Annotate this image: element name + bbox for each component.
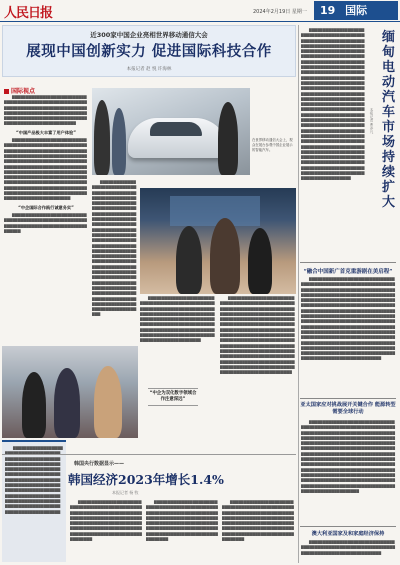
right-article-text-1: ▇▇▇▇▇▇▇▇▇▇▇▇▇▇▇▇▇▇▇▇▇▇▇▇▇▇▇▇▇▇▇▇▇▇▇▇▇▇▇▇▇▇▇▇▇▇▇▇▇▇▇▇▇▇▇▇▇▇▇▇▇▇▇▇▇▇▇▇▇▇▇▇▇▇▇▇▇▇▇▇▇▇▇▇▇▇▇▇▇▇▇▇▇▇▇▇▇▇▇▇▇▇▇▇▇▇▇▇▇▇▇▇▇▇▇▇▇▇▇▇▇▇▇▇▇▇▇▇▇▇▇▇▇▇▇▇▇▇▇▇▇▇▇▇▇▇▇▇▇▇▇▇▇▇▇▇▇▇▇▇▇▇▇▇▇▇▇▇▇▇▇▇▇▇▇▇▇▇▇▇▇▇▇▇▇▇▇▇▇▇▇▇▇▇▇▇▇▇▇▇▇▇▇▇▇▇▇▇▇▇▇▇▇▇▇▇▇▇▇▇▇▇▇▇▇▇▇▇▇▇▇▇▇▇▇▇▇▇▇▇▇▇▇▇▇▇▇▇▇▇▇▇▇▇▇▇▇▇▇▇▇▇▇▇▇▇▇▇▇▇▇▇▇▇▇▇▇▇▇▇▇▇▇▇▇▇▇▇▇▇▇▇▇▇▇▇▇▇▇▇▇▇▇▇▇▇▇▇▇▇▇▇▇▇▇▇▇▇▇▇▇▇▇▇▇▇▇▇▇▇▇▇▇▇▇▇▇▇▇▇▇▇▇▇▇▇▇▇▇▇▇▇▇▇▇▇▇▇▇▇▇▇▇▇▇▇▇▇▇▇▇▇▇▇▇▇▇▇▇▇▇▇▇▇▇▇▇▇▇▇▇▇▇▇▇▇▇▇▇▇▇▇▇▇▇▇▇▇▇▇▇▇▇▇▇▇▇▇▇▇▇▇▇▇▇▇▇▇▇▇▇▇▇▇▇▇▇▇▇▇▇▇▇▇▇▇▇▇▇▇▇▇▇▇▇▇▇▇▇▇▇▇▇▇▇▇▇▇▇▇▇▇▇▇▇▇▇▇▇▇▇▇▇▇▇▇▇▇▇▇▇▇▇▇▇▇▇▇▇▇▇▇▇▇▇▇▇▇▇▇▇▇▇▇▇▇▇▇▇▇▇▇▇▇▇▇▇▇▇▇▇▇▇▇▇▇▇▇▇▇▇▇▇▇▇▇▇▇▇▇▇▇▇▇▇▇▇▇▇▇▇▇▇▇▇▇▇▇▇▇▇▇▇▇▇▇▇▇▇▇▇▇▇▇▇▇▇▇▇▇▇▇▇▇▇▇▇▇▇▇▇▇▇▇▇▇▇▇▇▇▇▇▇▇▇▇▇▇▇▇▇▇▇▇▇▇▇▇▇▇▇▇▇▇▇▇▇▇▇▇▇▇▇▇▇▇▇▇▇▇▇▇▇▇▇▇▇▇▇ bbox=[301, 28, 365, 181]
photo1-caption: 在世界移动通信大会上，观众在展台参观中国企业展示的智能汽车。 bbox=[252, 138, 293, 152]
bottom-column-2: ▇▇▇▇▇▇▇▇▇▇▇▇▇▇▇▇▇▇▇▇▇▇▇▇▇▇▇▇▇▇▇▇▇▇▇▇▇▇▇▇▇▇▇▇▇▇▇▇▇▇▇▇▇▇▇▇▇▇▇▇▇▇▇▇▇▇▇▇▇▇▇▇▇▇▇▇▇▇▇▇▇▇▇▇▇▇▇▇▇▇▇▇▇▇▇▇▇▇▇▇▇▇▇▇▇▇▇▇▇▇▇▇▇▇▇▇▇▇▇▇▇▇▇▇▇▇▇▇▇▇▇▇▇▇▇▇▇▇▇▇▇▇▇▇▇▇▇▇▇▇▇▇▇▇▇▇▇▇▇▇▇▇▇▇▇▇▇▇▇▇▇▇▇▇▇▇▇▇▇▇▇▇▇▇▇▇▇ bbox=[146, 500, 218, 542]
right-article-text-2: ▇▇▇▇▇▇▇▇▇▇▇▇▇▇▇▇▇▇▇▇▇▇▇▇▇▇▇▇▇▇▇▇▇▇▇▇▇▇▇▇▇▇▇▇▇▇▇▇▇▇▇▇▇▇▇▇▇▇▇▇▇▇▇▇▇▇▇▇▇▇▇▇▇▇▇▇▇▇▇▇▇▇▇▇▇▇▇▇▇▇▇▇▇▇▇▇▇▇▇▇▇▇▇▇▇▇▇▇▇▇▇▇▇▇▇▇▇▇▇▇▇▇▇▇▇▇▇▇▇▇▇▇▇▇▇▇▇▇▇▇▇▇▇▇▇▇▇▇▇▇▇▇▇▇▇▇▇▇▇▇▇▇▇▇▇▇▇▇▇▇▇▇▇▇▇▇▇▇▇▇▇▇▇▇▇▇▇▇▇▇▇▇▇▇▇▇▇▇▇▇▇▇▇▇▇▇▇▇▇▇▇▇▇▇▇▇▇▇▇▇▇▇▇▇▇▇▇▇▇▇▇▇▇▇▇▇▇▇▇▇▇▇▇▇▇▇▇▇▇▇▇▇▇▇▇▇▇▇▇▇▇▇▇▇▇▇▇▇▇▇▇▇▇▇▇▇▇▇▇▇▇▇▇▇▇▇▇▇▇▇▇▇▇▇▇▇▇▇▇▇▇▇▇▇▇▇▇▇▇▇▇▇▇▇▇▇▇▇▇▇▇▇▇▇▇▇▇▇▇▇▇▇▇▇▇▇▇▇▇▇▇▇▇▇▇▇▇▇▇▇▇▇▇▇▇▇▇▇▇▇▇▇▇▇▇▇▇▇▇▇▇▇▇▇▇▇▇▇▇▇▇▇▇▇▇▇▇▇▇▇▇▇▇▇▇▇▇▇▇▇▇▇▇▇▇▇▇▇▇▇▇▇▇▇▇▇▇▇▇▇▇▇▇▇▇▇▇▇▇▇▇▇▇▇▇▇▇▇▇▇▇▇▇▇▇▇▇▇▇▇▇▇▇▇▇▇▇▇▇▇▇▇▇▇▇▇▇▇▇▇▇▇▇▇▇▇▇▇▇▇▇▇▇▇▇▇▇▇▇▇▇▇▇▇▇▇▇▇▇▇▇▇▇▇▇▇▇▇▇▇▇▇▇▇▇▇▇▇▇▇▇▇▇▇▇▇▇▇▇▇▇▇▇▇▇▇ bbox=[301, 277, 395, 361]
sidebar-box bbox=[2, 440, 66, 562]
article-column-1: ▇▇▇▇▇▇▇▇▇▇▇▇▇▇▇▇▇▇▇▇▇▇▇▇▇▇▇▇▇▇▇▇▇▇▇▇▇▇▇▇▇▇▇▇▇▇▇▇▇▇▇▇▇▇▇▇▇▇▇▇▇▇▇▇▇▇▇▇▇▇▇▇▇▇▇▇▇▇▇▇▇▇▇▇▇▇▇▇▇▇▇▇▇▇▇▇▇▇▇▇▇▇▇▇▇▇▇▇▇▇▇▇▇▇▇▇▇▇▇▇▇▇▇▇▇▇▇▇▇▇▇▇▇▇▇▇▇▇▇▇▇▇▇▇▇▇▇▇▇▇▇▇▇▇▇▇▇▇▇▇▇▇▇▇▇▇▇▇▇▇▇▇▇ “中国产品极大丰富了用户体验” ▇▇▇▇▇▇▇▇▇▇▇▇▇▇▇▇▇▇▇▇▇▇▇▇▇▇▇▇▇▇▇▇▇▇▇▇▇▇▇▇▇▇▇▇▇▇▇▇▇▇▇▇▇▇▇▇▇▇▇▇▇▇▇▇▇▇▇▇▇▇▇▇▇▇▇▇▇▇▇▇▇▇▇▇▇▇▇▇▇▇▇▇▇▇▇▇▇▇▇▇▇▇▇▇▇▇▇▇▇▇▇▇▇▇▇▇▇▇▇▇▇▇▇▇▇▇▇▇▇▇▇▇▇▇▇▇▇▇▇▇▇▇▇▇▇▇▇▇▇▇▇▇▇▇▇▇▇▇▇▇▇▇▇▇▇▇▇▇▇▇▇▇▇▇▇▇▇▇▇▇▇▇▇▇▇▇▇▇▇▇▇▇▇▇▇▇▇▇▇▇▇▇▇▇▇▇▇▇▇▇▇▇▇▇▇▇▇▇▇▇▇▇▇▇▇▇▇▇▇▇▇▇▇▇▇▇▇▇▇▇▇▇▇▇▇▇▇▇▇▇▇▇▇▇▇▇▇▇▇▇▇▇▇▇▇▇▇▇▇▇▇▇▇▇▇▇▇▇▇▇▇▇▇▇▇▇▇▇▇▇▇▇▇▇▇▇▇▇▇▇▇▇▇▇▇▇▇▇▇▇▇▇▇▇▇▇▇▇▇▇▇▇▇▇▇▇▇▇▇▇▇▇▇▇▇▇▇▇▇▇▇▇▇▇▇▇▇▇▇▇▇ “中企国际合作践行诚意务实” ▇▇▇▇▇▇▇▇▇▇▇▇▇▇▇▇▇▇▇▇▇▇▇▇▇▇▇▇▇▇▇▇▇▇▇▇▇▇▇▇▇▇▇▇▇▇▇▇▇▇▇▇▇▇▇▇▇▇▇▇▇▇▇▇▇▇▇▇▇▇▇▇▇▇▇▇▇▇▇▇▇▇▇▇▇▇▇▇▇▇▇▇▇ bbox=[4, 95, 87, 233]
right-headline-1: “融合中国新广首克重游剧在美启程” bbox=[303, 269, 393, 275]
bottom-divider bbox=[2, 454, 296, 455]
bottom-kicker: 韩国央行数据显示—— bbox=[74, 461, 125, 467]
right-vertical-headline: 缅甸电动汽车市场持续扩大 bbox=[381, 30, 395, 210]
right-divider-3 bbox=[300, 526, 396, 527]
person-silhouette bbox=[22, 372, 46, 438]
article-column-3: ▇▇▇▇▇▇▇▇▇▇▇▇▇▇▇▇▇▇▇▇▇▇▇▇▇▇▇▇▇▇▇▇▇▇▇▇▇▇▇▇▇▇▇▇▇▇▇▇▇▇▇▇▇▇▇▇▇▇▇▇▇▇▇▇▇▇▇▇▇▇▇▇▇▇▇▇▇▇▇▇▇▇▇▇▇▇▇▇▇▇▇▇▇▇▇▇▇▇▇▇▇▇▇▇▇▇▇▇▇▇▇▇▇▇▇▇▇▇▇▇▇▇▇▇▇▇▇▇▇▇▇▇▇▇▇▇▇▇▇▇▇▇▇▇▇▇▇▇▇▇▇▇▇▇▇▇▇▇▇▇▇▇▇▇▇▇▇▇▇▇▇▇▇▇▇▇▇▇▇▇▇▇▇▇▇▇▇▇▇▇▇▇▇▇▇▇▇▇▇▇▇▇▇▇▇▇▇▇▇▇▇▇▇▇▇▇▇▇▇▇▇▇▇▇▇▇▇▇▇▇▇▇▇▇▇ bbox=[140, 296, 215, 343]
subhead-1: “中国产品极大丰富了用户体验” bbox=[16, 129, 76, 135]
photo-product-demo bbox=[2, 346, 138, 438]
article-headline: 展现中国创新实力 促进国际科技合作 bbox=[26, 43, 272, 60]
car-window-shape bbox=[150, 122, 202, 136]
page-section-badge bbox=[314, 1, 398, 20]
section-name: 国际 bbox=[345, 4, 368, 17]
page-number: 19 bbox=[320, 4, 336, 17]
article-column-4: ▇▇▇▇▇▇▇▇▇▇▇▇▇▇▇▇▇▇▇▇▇▇▇▇▇▇▇▇▇▇▇▇▇▇▇▇▇▇▇▇▇▇▇▇▇▇▇▇▇▇▇▇▇▇▇▇▇▇▇▇▇▇▇▇▇▇▇▇▇▇▇▇▇▇▇▇▇▇▇▇▇▇▇▇▇▇▇▇▇▇▇▇▇▇▇▇▇▇▇▇▇▇▇▇▇▇▇▇▇▇▇▇▇▇▇▇▇▇▇▇▇▇▇▇▇▇▇▇▇▇▇▇▇▇▇▇▇▇▇▇▇▇▇▇▇▇▇▇▇▇▇▇▇▇▇▇▇▇▇▇▇▇▇▇▇▇▇▇▇▇▇▇▇▇▇▇▇▇▇▇▇▇▇▇▇▇▇▇▇▇▇▇▇▇▇▇▇▇▇▇▇▇▇▇▇▇▇▇▇▇▇▇▇▇▇▇▇▇▇▇▇▇▇▇▇▇▇▇▇▇▇▇▇▇▇▇▇▇▇▇▇▇▇▇▇▇▇▇▇▇▇▇▇▇▇▇▇▇▇▇▇▇▇▇▇▇▇▇▇▇▇▇▇▇▇▇▇▇▇▇▇▇▇▇▇▇▇▇▇▇▇▇▇▇▇▇▇▇▇▇▇▇▇▇▇▇▇▇▇▇▇▇▇▇▇▇▇▇▇▇▇▇▇▇▇▇▇▇▇▇▇▇▇▇▇▇▇▇▇▇▇▇▇▇▇▇▇▇▇▇▇▇▇▇▇▇▇▇▇▇▇▇▇▇▇▇▇▇▇▇▇▇▇▇▇▇▇▇▇▇▇▇▇▇▇▇▇▇▇▇▇▇▇▇▇▇▇▇▇▇▇ bbox=[220, 296, 295, 375]
person-silhouette bbox=[94, 366, 122, 438]
bottom-column-3: ▇▇▇▇▇▇▇▇▇▇▇▇▇▇▇▇▇▇▇▇▇▇▇▇▇▇▇▇▇▇▇▇▇▇▇▇▇▇▇▇▇▇▇▇▇▇▇▇▇▇▇▇▇▇▇▇▇▇▇▇▇▇▇▇▇▇▇▇▇▇▇▇▇▇▇▇▇▇▇▇▇▇▇▇▇▇▇▇▇▇▇▇▇▇▇▇▇▇▇▇▇▇▇▇▇▇▇▇▇▇▇▇▇▇▇▇▇▇▇▇▇▇▇▇▇▇▇▇▇▇▇▇▇▇▇▇▇▇▇▇▇▇▇▇▇▇▇▇▇▇▇▇▇▇▇▇▇▇▇▇▇▇▇▇▇▇▇▇▇▇▇▇▇▇▇▇▇▇▇▇▇▇▇▇▇▇▇ bbox=[222, 500, 294, 542]
photo-exhibition-visitors bbox=[140, 188, 296, 294]
sidebar-text: ▇▇▇▇▇▇▇▇▇▇▇▇▇▇▇▇▇▇ ▇▇▇▇▇▇▇▇▇▇▇▇▇▇▇▇▇▇▇▇▇▇▇▇▇▇▇▇▇▇▇▇▇▇▇▇▇▇▇▇▇▇▇▇▇▇▇▇▇▇▇▇▇▇▇▇▇▇▇▇▇▇▇▇▇▇▇▇▇▇▇▇▇▇▇▇▇▇▇▇▇▇▇▇▇▇▇▇▇▇▇▇▇▇▇▇▇▇▇▇▇▇▇▇▇▇▇▇▇▇▇▇▇▇▇▇▇▇▇▇▇▇▇▇▇▇▇▇▇▇▇▇▇▇▇▇▇▇▇▇▇▇▇▇▇▇▇▇▇▇▇▇▇▇▇▇▇▇▇▇▇▇▇▇▇▇▇▇▇▇▇▇▇▇▇▇▇▇▇▇▇▇▇▇▇▇▇▇▇▇▇▇▇▇▇▇▇▇▇▇▇▇▇▇▇▇▇▇▇▇▇▇▇▇▇▇▇▇▇▇ bbox=[5, 446, 63, 514]
person-silhouette bbox=[112, 108, 126, 175]
article-kicker: 近300家中国企业亮相世界移动通信大会 bbox=[90, 31, 208, 39]
newspaper-logo: 人民日报 bbox=[4, 6, 53, 21]
masthead bbox=[0, 0, 400, 22]
right-column-divider bbox=[298, 25, 299, 563]
subhead-2: “中企国际合作践行诚意务实” bbox=[18, 204, 74, 210]
right-article-text-3: ▇▇▇▇▇▇▇▇▇▇▇▇▇▇▇▇▇▇▇▇▇▇▇▇▇▇▇▇▇▇▇▇▇▇▇▇▇▇▇▇▇▇▇▇▇▇▇▇▇▇▇▇▇▇▇▇▇▇▇▇▇▇▇▇▇▇▇▇▇▇▇▇▇▇▇▇▇▇▇▇▇▇▇▇▇▇▇▇▇▇▇▇▇▇▇▇▇▇▇▇▇▇▇▇▇▇▇▇▇▇▇▇▇▇▇▇▇▇▇▇▇▇▇▇▇▇▇▇▇▇▇▇▇▇▇▇▇▇▇▇▇▇▇▇▇▇▇▇▇▇▇▇▇▇▇▇▇▇▇▇▇▇▇▇▇▇▇▇▇▇▇▇▇▇▇▇▇▇▇▇▇▇▇▇▇▇▇▇▇▇▇▇▇▇▇▇▇▇▇▇▇▇▇▇▇▇▇▇▇▇▇▇▇▇▇▇▇▇▇▇▇▇▇▇▇▇▇▇▇▇▇▇▇▇▇▇▇▇▇▇▇▇▇▇▇▇▇▇▇▇▇▇▇▇▇▇▇▇▇▇▇▇▇▇▇▇▇▇▇▇▇▇▇▇▇▇▇▇▇▇▇▇▇▇▇▇▇▇▇▇▇▇▇▇▇▇▇▇▇▇▇▇▇▇▇▇▇▇▇▇▇▇▇▇▇▇▇▇▇▇▇▇▇▇▇▇▇▇▇▇▇▇▇▇▇▇▇▇▇▇▇▇▇▇▇▇▇▇▇▇▇▇▇▇▇▇▇▇▇▇▇▇▇▇▇▇▇▇▇▇▇▇▇▇▇▇▇▇▇▇▇▇▇▇▇▇▇▇▇▇▇▇▇▇▇▇▇▇▇▇▇▇▇▇▇▇▇▇▇▇▇▇▇▇▇▇▇▇▇▇▇▇▇▇▇▇▇▇▇▇▇▇▇▇▇▇▇▇▇▇▇▇▇▇▇▇▇▇▇▇▇▇▇▇▇▇▇▇▇▇ bbox=[301, 420, 395, 493]
right-divider-1 bbox=[300, 262, 396, 263]
person-silhouette bbox=[210, 218, 240, 294]
photo-car-exhibit bbox=[92, 88, 250, 175]
right-article-text-4: ▇▇▇▇▇▇▇▇▇▇▇▇▇▇▇▇▇▇▇▇▇▇▇▇▇▇▇▇▇▇▇▇▇▇▇▇▇▇▇▇▇▇▇▇▇▇▇▇▇▇▇▇▇▇▇▇▇▇▇▇▇▇▇▇▇▇▇▇▇▇▇▇▇▇▇▇▇▇▇▇▇▇▇▇▇▇▇▇▇▇▇▇▇▇ bbox=[301, 540, 395, 555]
bottom-byline: 本报记者 杨 牧 bbox=[112, 490, 139, 495]
right-byline: 本报记者 曹亦凡 bbox=[370, 108, 374, 134]
person-silhouette bbox=[248, 228, 272, 294]
bottom-headline: 韩国经济2023年增长1.4% bbox=[68, 472, 224, 487]
right-divider-2 bbox=[300, 398, 396, 399]
article-column-2: ▇▇▇▇▇▇▇▇▇▇▇▇▇▇▇▇▇▇▇▇▇▇▇▇▇▇▇▇▇▇▇▇▇▇▇▇▇▇▇▇▇▇▇▇▇▇▇▇▇▇▇▇▇▇▇▇▇▇▇▇▇▇▇▇▇▇▇▇▇▇▇▇▇▇▇▇▇▇▇▇▇▇▇▇▇▇▇▇▇▇▇▇▇▇▇▇▇▇▇▇▇▇▇▇▇▇▇▇▇▇▇▇▇▇▇▇▇▇▇▇▇▇▇▇▇▇▇▇▇▇▇▇▇▇▇▇▇▇▇▇▇▇▇▇▇▇▇▇▇▇▇▇▇▇▇▇▇▇▇▇▇▇▇▇▇▇▇▇▇▇▇▇▇▇▇▇▇▇▇▇▇▇▇▇▇▇▇▇▇▇▇▇▇▇▇▇▇▇▇▇▇▇▇▇▇▇▇▇▇▇▇▇▇▇▇▇▇▇▇▇▇▇▇▇▇▇▇▇▇▇▇▇▇▇▇▇▇▇▇▇▇▇▇▇▇▇▇▇▇▇▇▇▇▇▇▇▇▇▇▇▇▇▇▇▇▇▇▇▇▇▇▇▇▇▇▇▇▇▇▇▇▇▇▇▇▇▇▇▇▇▇▇▇▇▇▇▇▇▇▇▇▇▇▇▇▇▇▇▇▇▇▇▇▇▇▇▇▇▇▇▇▇▇▇▇▇▇▇▇▇▇▇▇▇▇▇▇▇▇▇▇▇▇▇▇▇▇▇▇▇▇▇▇▇▇▇▇▇▇▇▇▇▇▇▇▇▇▇▇▇▇▇▇▇▇▇▇▇▇▇▇▇▇▇▇▇▇▇▇▇▇▇▇▇▇▇▇▇▇▇ bbox=[92, 180, 137, 317]
person-silhouette bbox=[176, 226, 202, 294]
display-screen-shape bbox=[170, 196, 260, 226]
section-tag: 国际视点 bbox=[4, 86, 35, 95]
right-headline-2: 亚太国家应对挑战展开关键合作 能源转型需要全球行动 bbox=[300, 402, 396, 415]
issue-date: 2024年2月19日 星期一 bbox=[253, 9, 307, 15]
pull-quote: “中企为双化数字领域合作注意深远” bbox=[148, 388, 198, 406]
person-silhouette bbox=[54, 368, 80, 438]
right-headline-3: 澳大利亚国家及和家庭经济保持 bbox=[311, 531, 385, 537]
article-byline: 本报记者 赵 悦 许海林 bbox=[126, 67, 172, 72]
person-silhouette bbox=[94, 100, 110, 175]
person-silhouette bbox=[218, 102, 238, 175]
bottom-column-1: ▇▇▇▇▇▇▇▇▇▇▇▇▇▇▇▇▇▇▇▇▇▇▇▇▇▇▇▇▇▇▇▇▇▇▇▇▇▇▇▇▇▇▇▇▇▇▇▇▇▇▇▇▇▇▇▇▇▇▇▇▇▇▇▇▇▇▇▇▇▇▇▇▇▇▇▇▇▇▇▇▇▇▇▇▇▇▇▇▇▇▇▇▇▇▇▇▇▇▇▇▇▇▇▇▇▇▇▇▇▇▇▇▇▇▇▇▇▇▇▇▇▇▇▇▇▇▇▇▇▇▇▇▇▇▇▇▇▇▇▇▇▇▇▇▇▇▇▇▇▇▇▇▇▇▇▇▇▇▇▇▇▇▇▇▇▇▇▇▇▇▇▇▇▇▇▇▇▇▇▇▇▇▇▇▇▇▇ bbox=[70, 500, 142, 542]
section-tag-square-icon bbox=[4, 89, 9, 94]
headline-banner bbox=[2, 25, 296, 77]
